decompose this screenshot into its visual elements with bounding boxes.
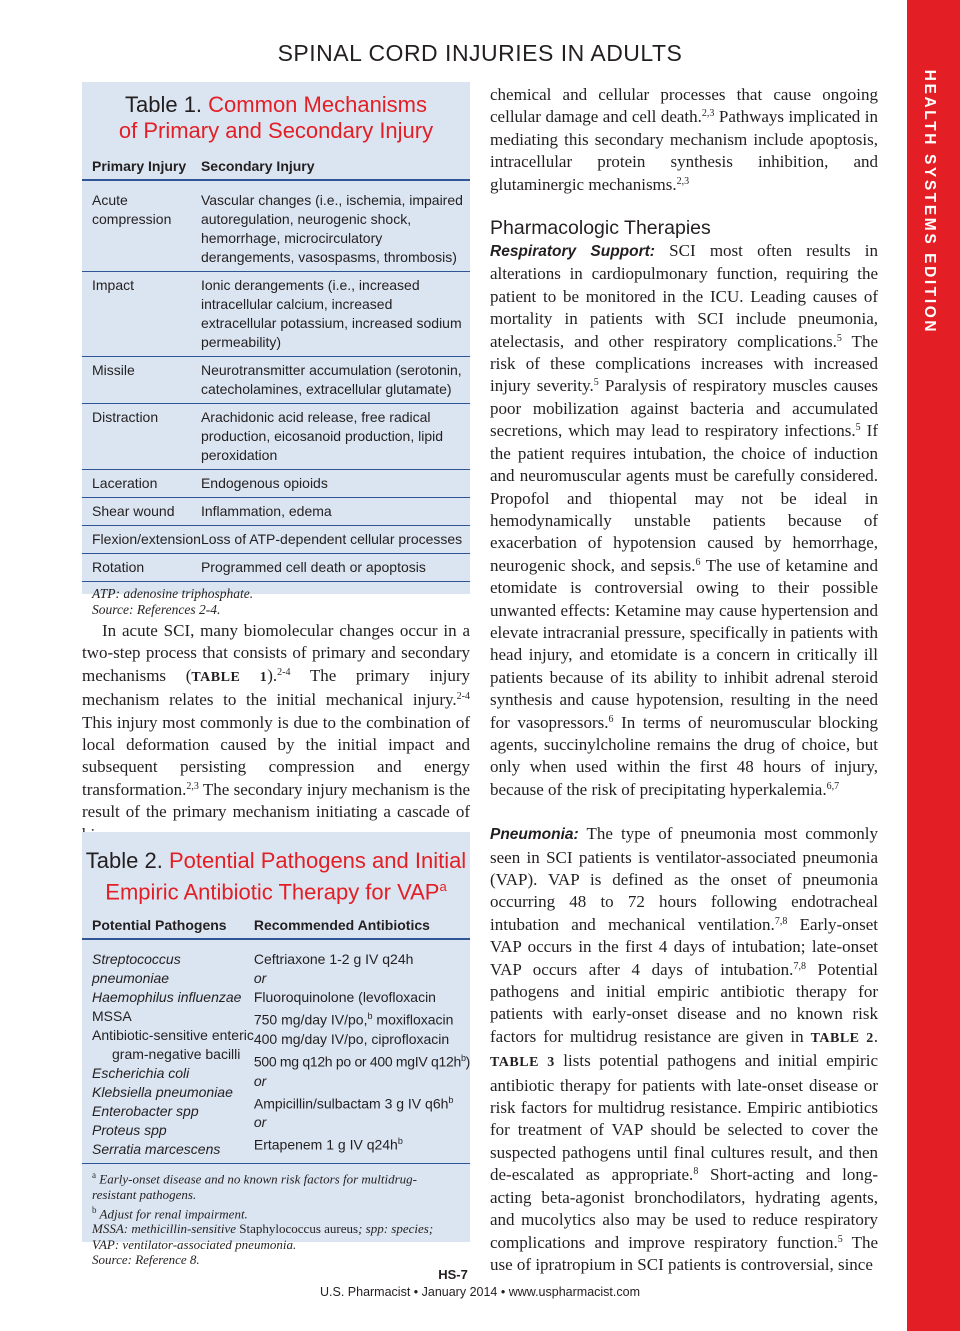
left-body-text <box>82 620 470 846</box>
table-row <box>82 554 470 582</box>
antibiotic-or: or <box>253 970 267 987</box>
antibiotic-line: Ertapenem 1 g IV $q24h^b$ <box>253 1136 403 1153</box>
table-1-title-line2: of Primary and Secondary Injury <box>118 118 434 143</box>
table-row <box>82 939 470 1164</box>
antibiotic-or: or <box>253 1072 267 1089</box>
right-body-text <box>490 84 878 1276</box>
antibiotic-line: 400 mg/day IV/po, ciprofloxacin <box>253 1030 450 1047</box>
table-2 <box>82 832 471 1268</box>
page-number: HS-7 <box>438 1267 468 1282</box>
table-row <box>82 498 470 526</box>
pathogen-item: Streptococcus pneumoniae <box>92 951 181 987</box>
antibiotic-line: Ampicillin/sulbactam 3 g IV $q6h^b$ <box>253 1094 454 1112</box>
primary-cell: Rotation <box>82 554 201 582</box>
table-1-footnotes <box>82 582 470 617</box>
table-2-footnotes <box>82 1164 470 1268</box>
pathogen-item: Antibiotic-sensitive enteric <box>92 1027 254 1044</box>
table-2-footnote-source: Source: Reference 8. <box>92 1252 200 1268</box>
primary-cell: Flexion/extension <box>82 526 201 554</box>
pathogen-item: Klebsiella pneumoniae <box>92 1084 233 1101</box>
pathogen-item: Proteus spp <box>92 1122 167 1139</box>
secondary-cell: Vascular changes (i.e., ischemia, impaired autoregulation, neurogenic shock, hemorrhage, microcirculatory derangements, vasospasms, thrombosis) <box>201 180 470 272</box>
primary-cell: Impact <box>82 272 201 357</box>
primary-cell: Laceration <box>82 470 201 498</box>
table-2-number: Table 2. <box>85 848 163 873</box>
pathogen-item: Serratia marcescens <box>92 1141 221 1158</box>
primary-cell: Missile <box>82 357 201 404</box>
secondary-cell: Neurotransmitter accumulation (serotonin, catecholamines, extracellular glutamate) <box>201 357 470 404</box>
pathogen-item: Escherichia coli <box>92 1065 190 1082</box>
respiratory-paragraph: Respiratory Support: SCI most often results in alterations in cardiopulmonary function, requiring the patient to be monitored in the ICU. Leading causes of mortality in patients with SCI include pneumonia, atelectasis, and other respiratory complications.$^5$ The risk of these complications increases with increased injury severity.$^5$ Paralysis of respiratory muscles causes poor mobilization against bacteria and accumulated secretions, which may lead to respiratory infections.$^5$ If the patient requires intubation, the choice of induction and neuromuscular agents must be carefully considered. Propofol and thiopental may not be ideal in hemodynamically unstable patients because of exacerbation of hypotension caused by hemorrhage, neurogenic shock, and sepsis.$^6$ The use of ketamine and etomidate is controversial owing to their possible unwanted effects: Ketamine may cause hypertension and elevate intracranial pressure, specifically in patients with head injury, and etomidate is a concern in critically ill patients because of its ability to inhibit adrenal steroid synthesis and cause hypotension, resulting in the need for vasopressors.$^6$ In terms of neuromuscular blocking agents, succinylcholine remains the drug of choice, but only when used within the first 48 hours of injury, because of the risk of precipitating hyperkalemia.$^{6,7}$ <box>490 241 879 799</box>
table-2-title-sup: a <box>439 879 447 894</box>
table-1-title <box>82 82 470 144</box>
primary-cell: Acute compression <box>82 180 201 272</box>
table-2-grid <box>82 913 470 1164</box>
secondary-cell: Programmed cell death or apoptosis <box>201 554 470 582</box>
table-2-title-line2: Empiric Antibiotic Therapy for VAP <box>105 879 440 905</box>
table-2-footnote-a: $^a$ Early-onset disease and no known risk factors for multidrug-resistant pathogens. <box>92 1170 418 1203</box>
pathogens-cell <box>82 939 254 1164</box>
table-2-reference[interactable]: TABLE 2 <box>810 1030 874 1046</box>
table-3-reference[interactable]: TABLE 3 <box>490 1055 555 1071</box>
section-heading: Pharmacologic Therapies <box>490 217 711 240</box>
footer: U.S. Pharmacist • January 2014 • www.uspharmacist.com <box>320 1285 640 1299</box>
table-1-title-line1: Common Mechanisms <box>208 92 428 117</box>
table-2-header-pathogens: Potential Pathogens <box>82 913 254 939</box>
table-row <box>82 272 470 357</box>
antibiotic-line: 500 mg q12h po or 400 mgIV $q12h^b$) <box>253 1052 471 1070</box>
intro-paragraph: In acute SCI, many biomolecular changes occur in a two-step process that consists of primary and secondary mechanisms (TABLE 1).$^{2-4}$ The primary injury mechanism relates to the initial mechanical injury.$^{2-4}$ This injury most commonly is due to the combination of local deformation caused by the initial impact and subsequent persisting compression and energy transformation.$^{2,3}$ The secondary injury mechanism is the result of the primary mechanism initiating a cascade of <box>82 621 470 822</box>
antibiotic-line: 750 mg/day IV/po,$^b$ moxifloxacin <box>253 1011 454 1028</box>
table-1-footnote-source: Source: References 2-4. <box>92 601 221 617</box>
table-1-header-row <box>82 154 470 180</box>
table-2-title-line1: Potential Pathogens and Initial <box>168 848 467 873</box>
pathogen-item: gram-negative bacilli <box>112 1046 241 1063</box>
antibiotic-line: Fluoroquinolone (levofloxacin <box>253 989 436 1006</box>
table-1 <box>82 82 470 617</box>
table-1-grid <box>82 154 470 582</box>
antibiotic-or: or <box>253 1114 267 1131</box>
table-2-footnote-b: $^b$ Adjust for renal impairment. <box>92 1204 248 1221</box>
table-2-footnote-vap: VAP: ventilator-associated pneumonia. <box>92 1236 297 1252</box>
pneumonia-label: Pneumonia: <box>490 826 579 844</box>
table-row <box>82 180 470 272</box>
antibiotic-line: Ceftriaxone 1-2 g IV q24h <box>253 951 414 968</box>
table-2-footnote-mssa: MSSA: methicillin-sensitive Staphylococcus aureus; spp: species; <box>92 1221 434 1237</box>
antibiotics-cell <box>254 939 470 1164</box>
running-head: SPINAL CORD INJURIES IN ADULTS <box>277 40 683 66</box>
table-1-header-primary: Primary Injury <box>82 154 201 180</box>
table-1-reference[interactable]: TABLE 1 <box>191 669 268 685</box>
table-2-title <box>82 832 470 905</box>
table-row <box>82 470 470 498</box>
table-row <box>82 357 470 404</box>
table-2-header-antibiotics: Recommended Antibiotics <box>254 913 470 939</box>
side-tab-label: HEALTH SYSTEMS EDITION <box>921 69 938 335</box>
continued-paragraph: chemical and cellular processes that cause ongoing cellular damage and cell death.$^{2,3}$ Pathways implicated in mediating this secondary mechanism include apoptosis, intracellular protein synthesis inhibition, and glutaminergic mechanisms.$^{2,3}$ <box>490 85 878 194</box>
secondary-cell: Ionic derangements (i.e., increased intracellular calcium, increased extracellular potassium, increased sodium permeability) <box>201 272 470 357</box>
pathogen-item: MSSA <box>92 1008 132 1025</box>
table-1-number: Table 1. <box>124 92 203 117</box>
primary-cell: Shear wound <box>82 498 201 526</box>
secondary-cell: Arachidonic acid release, free radical production, eicosanoid production, lipid peroxidation <box>201 404 470 470</box>
secondary-cell: Loss of ATP-dependent cellular processes <box>201 526 470 554</box>
secondary-cell: Inflammation, edema <box>201 498 470 526</box>
pathogen-item: Haemophilus influenzae <box>92 989 242 1006</box>
respiratory-support-label: Respiratory Support: <box>490 243 655 261</box>
table-1-header-secondary: Secondary Injury <box>201 154 470 180</box>
table-2-header-row <box>82 913 470 939</box>
table-row <box>82 404 470 470</box>
pathogen-item: Enterobacter spp <box>92 1103 199 1120</box>
primary-cell: Distraction <box>82 404 201 470</box>
pneumonia-paragraph: Pneumonia: The type of pneumonia most commonly seen in SCI patients is ventilator-associated pneumonia (VAP). VAP is defined as the onset of pneumonia occurring 48 to 72 hours following endotracheal intubation and mechanical ventilation.$^{7,8}$ Early-onset VAP occurs in the first 4 days of intubation; late-onset VAP occurs after 4 days of intubation.$^{7,8}$ Potential pathogens and initial empiric antibiotic therapy for patients with early-onset disease and no known risk factors for multidrug resistance are given in TABLE 2. TABLE 3 lists potential pathogens and initial empiric antibiotic therapy for patients with late-onset disease or risk factors for multidrug resistance. Empiric antibiotics for treatment of VAP should be selected to cover the suspected pathogens until final cultures result, and then de-escalated as appropriate.$^8$ Short-acting and long-acting beta-agonist bronchodilators, hydrating agents, and mucolytics also may be used to reduce respiratory complications and improve respiratory function.$^5$ The use of ipratropium in SCI patients is controversial, since <box>490 824 879 1274</box>
table-1-footnote-abbrev: ATP: adenosine triphosphate. <box>92 586 254 601</box>
secondary-cell: Endogenous opioids <box>201 470 470 498</box>
table-row <box>82 526 470 554</box>
